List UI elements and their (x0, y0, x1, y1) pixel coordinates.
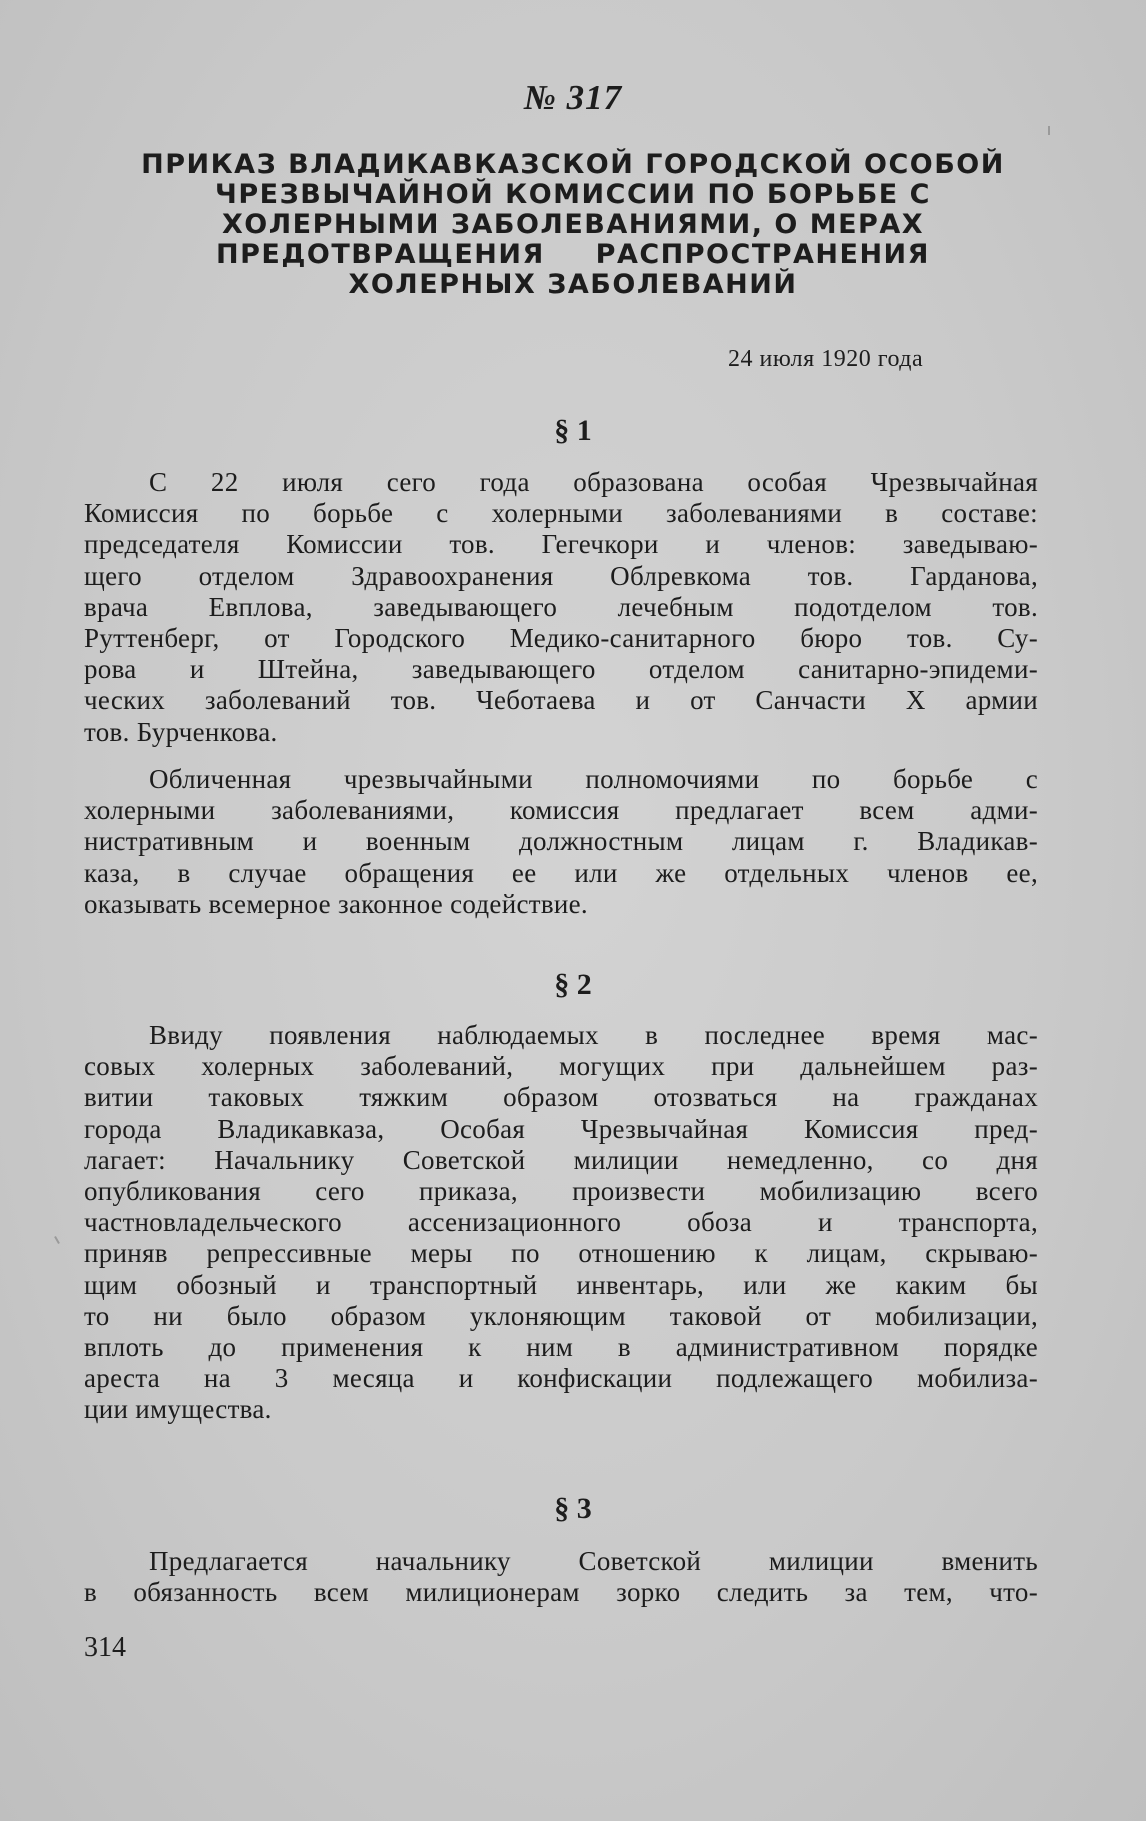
page-number: 314 (84, 1632, 126, 1663)
text-line: частновладельческого ассенизационного обоза и транспорта, (84, 1207, 1038, 1238)
section-3-heading: § 3 (554, 1492, 592, 1525)
text-line: оказывать всемерное законное содействие. (84, 888, 588, 919)
text-line: рова и Штейна, заведывающего отделом санитарно-эпидеми- (84, 654, 1038, 685)
text-line: Ввиду появления наблюдаемых в последнее время мас- (149, 1020, 1038, 1050)
text-line: опубликования сего приказа, произвести мобилизацию всего (84, 1175, 1038, 1206)
section-1-paragraph-2 (84, 764, 1038, 920)
text-line: С 22 июля сего года образована особая Чрезвычайная (149, 467, 1038, 497)
title-line: ХОЛЕРНЫХ ЗАБОЛЕВАНИЙ (348, 269, 798, 300)
text-line: витии таковых тяжким образом отозваться на гражданах (84, 1082, 1038, 1113)
text-line: щим обозный и транспортный инвентарь, или же каким бы (84, 1269, 1038, 1300)
text-line: каза, в случае обращения ее или же отдельных членов ее, (84, 857, 1038, 888)
text-line: вплоть до применения к ним в административном порядке (84, 1331, 1038, 1362)
section-1-heading: § 1 (554, 414, 592, 447)
title-line: ЧРЕЗВЫЧАЙНОЙ КОМИССИИ ПО БОРЬБЕ С (215, 179, 931, 210)
scan-artifact (1048, 126, 1050, 135)
section-1-paragraph-1 (84, 467, 1038, 748)
text-line: Комиссия по борьбе с холерными заболеваниями в составе: (84, 498, 1038, 529)
section-2-paragraph-1 (84, 1020, 1038, 1425)
document-number: № 317 (523, 78, 623, 117)
text-line: тов. Бурченкова. (84, 716, 278, 747)
text-line: Предлагается начальнику Советской милиции вменить (149, 1546, 1038, 1576)
text-line: ческих заболеваний тов. Чеботаева и от Санчасти X армии (84, 685, 1038, 716)
section-2-heading: § 2 (554, 968, 592, 1001)
title-line: ПРЕДОТВРАЩЕНИЯ РАСПРОСТРАНЕНИЯ (216, 239, 930, 270)
document-date: 24 июля 1920 года (728, 346, 924, 372)
scan-artifact (54, 1236, 60, 1244)
text-line: ции имущества. (84, 1394, 272, 1425)
text-line: лагает: Начальнику Советской милиции немедленно, со дня (84, 1144, 1038, 1175)
section-3-paragraph-1 (84, 1546, 1038, 1608)
title-line: ХОЛЕРНЫМИ ЗАБОЛЕВАНИЯМИ, О МЕРАХ (221, 209, 925, 240)
text-line: приняв репрессивные меры по отношению к лицам, скрываю- (84, 1238, 1038, 1269)
text-line: Обличенная чрезвычайными полномочиями по борьбе с (149, 764, 1038, 794)
document-title (100, 150, 1046, 300)
text-line: председателя Комиссии тов. Гегечкори и членов: заведываю- (84, 529, 1038, 560)
text-line: щего отделом Здравоохранения Облревкома тов. Гарданова, (84, 560, 1038, 591)
title-line: ПРИКАЗ ВЛАДИКАВКАЗСКОЙ ГОРОДСКОЙ ОСОБОЙ (141, 149, 1005, 180)
text-line: врача Евплова, заведывающего лечебным подотделом тов. (84, 591, 1038, 622)
text-line: ареста на 3 месяца и конфискации подлежащего мобилиза- (84, 1363, 1038, 1394)
text-line: города Владикавказа, Особая Чрезвычайная Комиссия пред- (84, 1113, 1038, 1144)
text-line: холерными заболеваниями, комиссия предлагает всем адми- (84, 795, 1038, 826)
text-line: совых холерных заболеваний, могущих при дальнейшем раз- (84, 1051, 1038, 1082)
text-line: Руттенберг, от Городского Медико-санитарного бюро тов. Су- (84, 622, 1038, 653)
text-line: то ни было образом уклоняющим таковой от мобилизации, (84, 1300, 1038, 1331)
text-line: в обязанность всем милиционерам зорко следить за тем, что- (84, 1577, 1038, 1608)
text-line: нистративным и военным должностным лицам г. Владикав- (84, 826, 1038, 857)
